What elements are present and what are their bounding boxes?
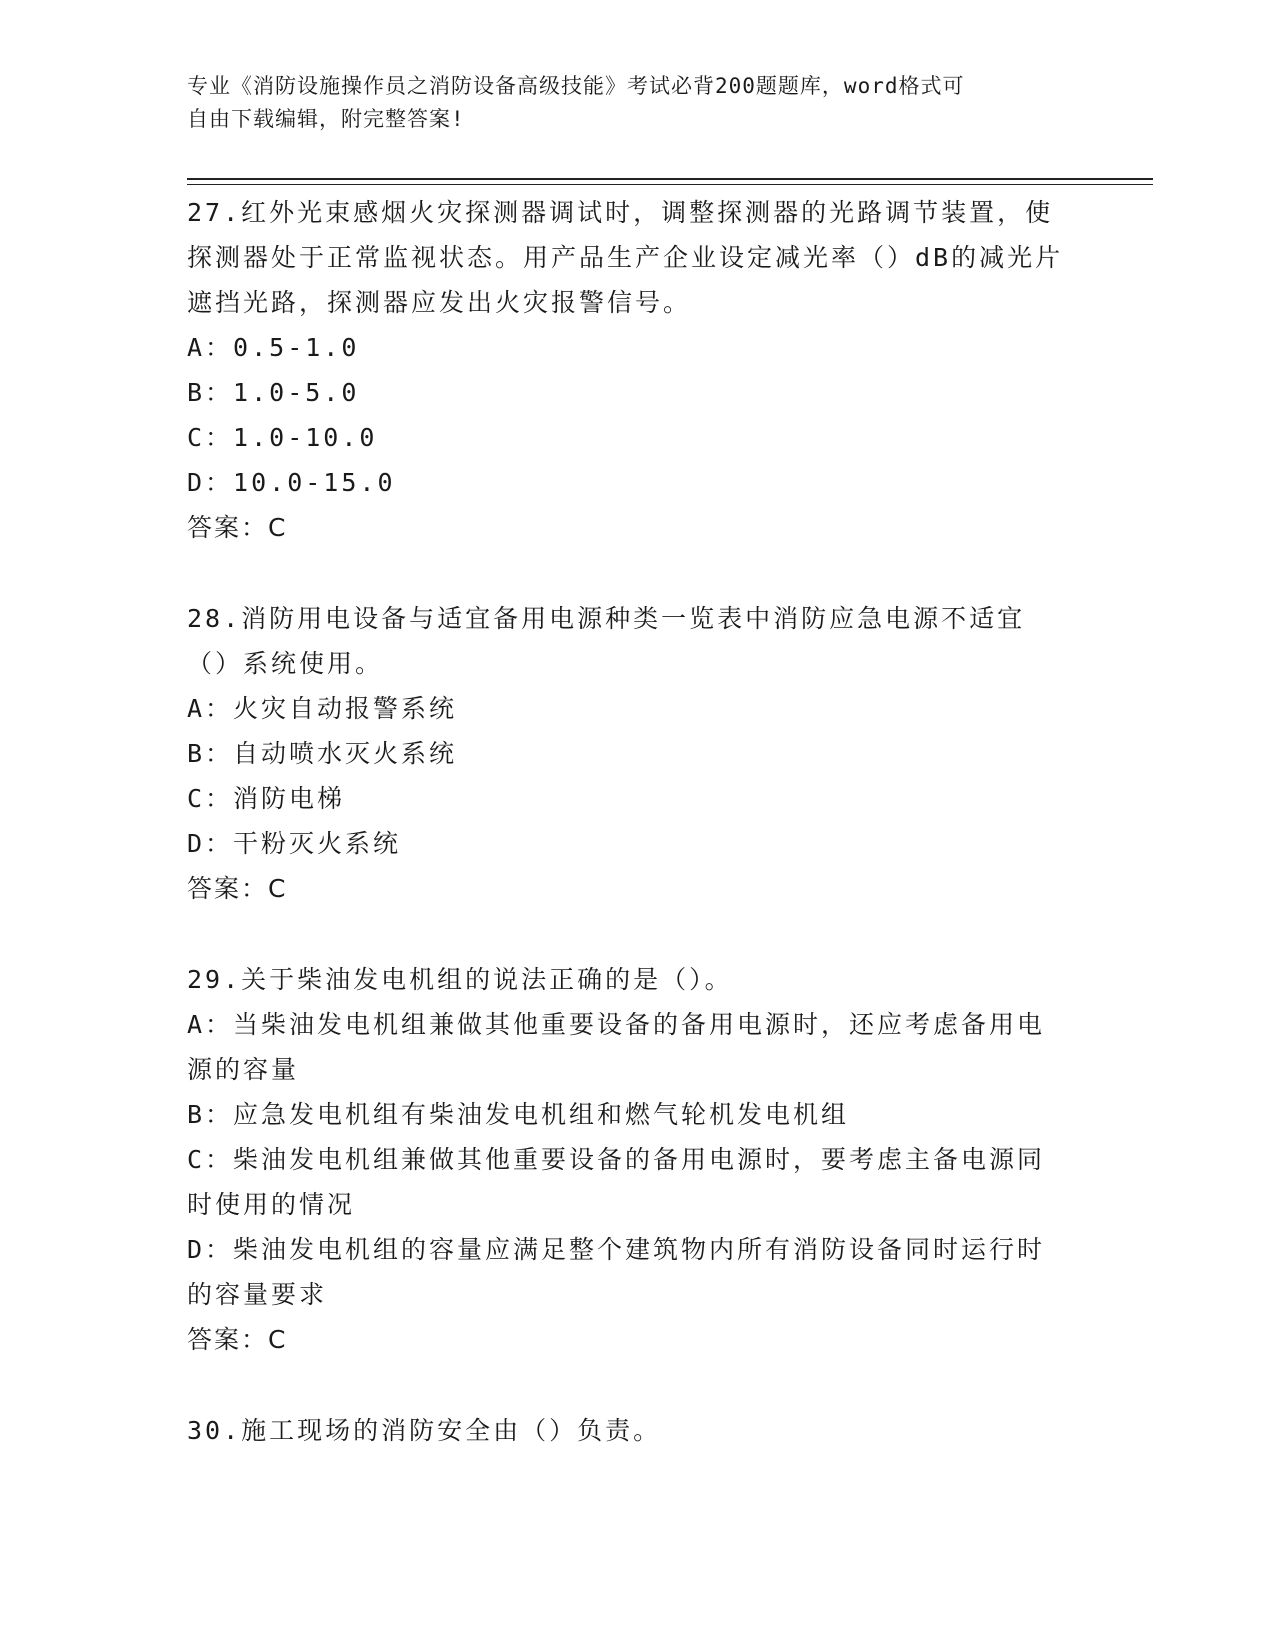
option-c: C：柴油发电机组兼做其他重要设备的备用电源时，要考虑主备电源同时使用的情况 — [187, 1145, 1046, 1219]
document-header — [187, 70, 1067, 136]
option-d: D：柴油发电机组的容量应满足整个建筑物内所有消防设备同时运行时的容量要求 — [187, 1235, 1046, 1309]
header-divider-thin — [187, 184, 1153, 185]
question-text: 27.红外光束感烟火灾探测器调试时，调整探测器的光路调节装置，使探测器处于正常监视状态。用产品生产企业设定减光率（）dB的减光片遮挡光路，探测器应发出火灾报警信号。 — [187, 198, 1064, 317]
spacer — [187, 550, 1067, 596]
spacer — [187, 1362, 1067, 1408]
question-29 — [187, 957, 1067, 1362]
answer: 答案：C — [187, 513, 288, 542]
question-text: 30.施工现场的消防安全由（）负责。 — [187, 1416, 662, 1445]
option-d: D：10.0-15.0 — [187, 468, 396, 497]
option-a: A：0.5-1.0 — [187, 333, 360, 362]
option-c: C：1.0-10.0 — [187, 423, 378, 452]
question-list — [187, 190, 1067, 1453]
answer: 答案：C — [187, 874, 288, 903]
option-c: C：消防电梯 — [187, 784, 346, 813]
question-text: 29.关于柴油发电机组的说法正确的是（）。 — [187, 965, 733, 994]
answer: 答案：C — [187, 1325, 288, 1354]
option-a: A：火灾自动报警系统 — [187, 694, 458, 723]
header-line-1: 专业《消防设施操作员之消防设备高级技能》考试必背200题题库，word格式可 — [187, 74, 965, 98]
option-b: B：自动喷水灭火系统 — [187, 739, 458, 768]
option-d: D：干粉灭火系统 — [187, 829, 402, 858]
option-b: B：应急发电机组有柴油发电机组和燃气轮机发电机组 — [187, 1100, 850, 1129]
question-28 — [187, 596, 1067, 911]
question-text: 28.消防用电设备与适宜备用电源种类一览表中消防应急电源不适宜（）系统使用。 — [187, 604, 1026, 678]
question-30 — [187, 1408, 1067, 1453]
spacer — [187, 911, 1067, 957]
header-divider-thick — [187, 178, 1153, 180]
question-27 — [187, 190, 1067, 550]
option-b: B：1.0-5.0 — [187, 378, 360, 407]
option-a: A：当柴油发电机组兼做其他重要设备的备用电源时，还应考虑备用电源的容量 — [187, 1010, 1046, 1084]
header-line-2: 自由下载编辑，附完整答案! — [187, 107, 465, 131]
